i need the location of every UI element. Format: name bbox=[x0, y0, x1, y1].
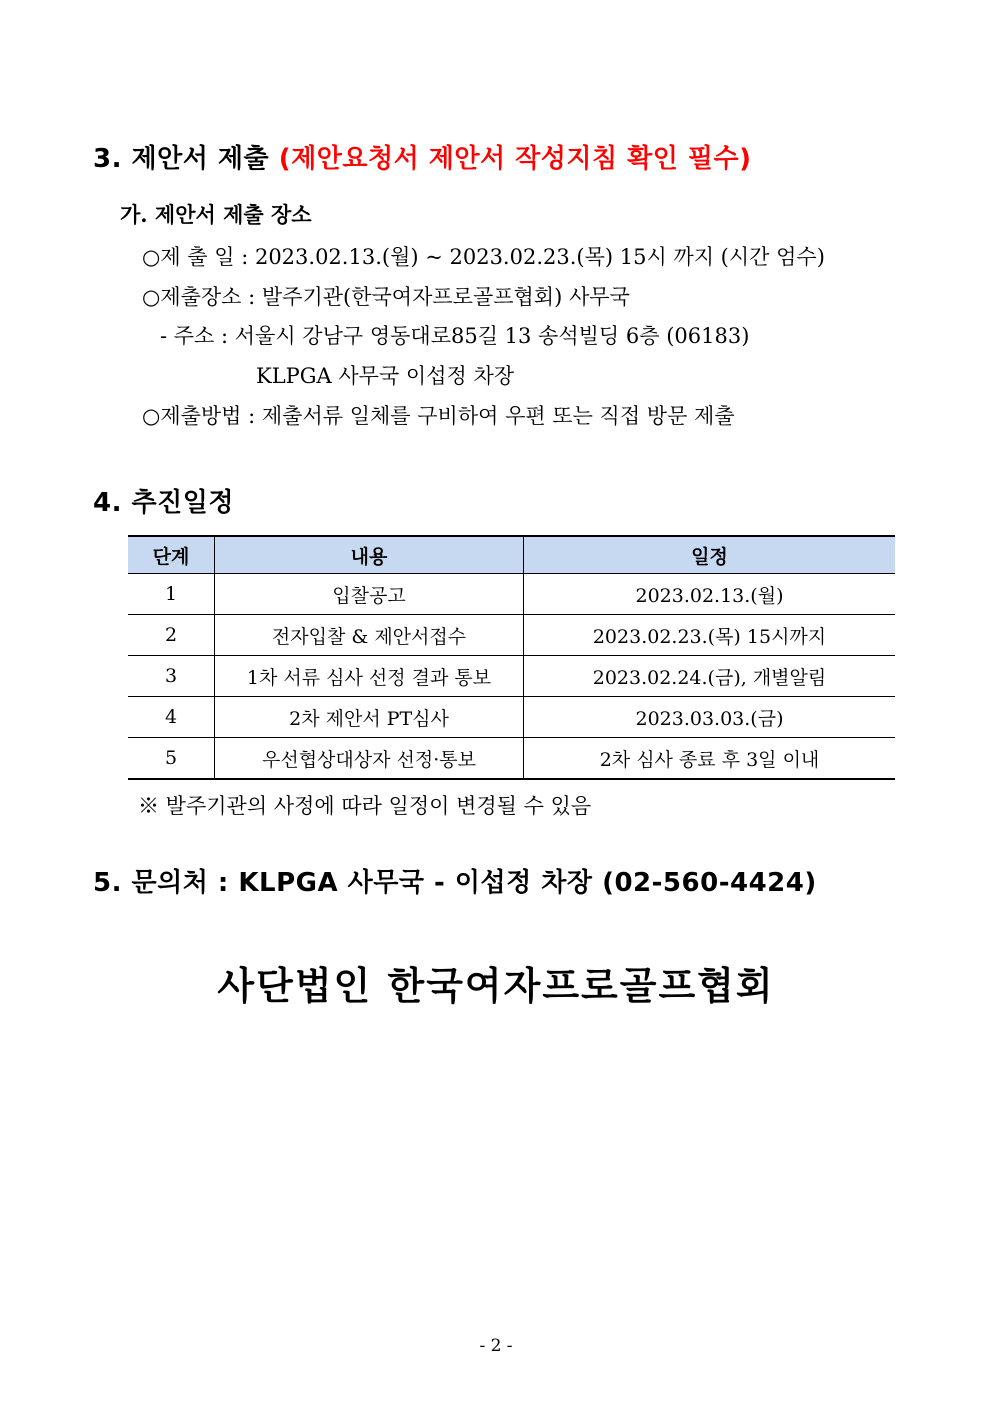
table-row bbox=[128, 615, 895, 656]
schedule-cell: 2차 심사 종료 후 3일 이내 bbox=[524, 738, 896, 780]
step-cell: 2 bbox=[128, 615, 215, 656]
section-3-subheading: 가. 제안서 제출 장소 bbox=[120, 202, 312, 227]
section-3-heading bbox=[93, 138, 752, 175]
section-3-title: 3. 제안서 제출 bbox=[93, 144, 270, 174]
table-row bbox=[128, 697, 895, 738]
table-row bbox=[128, 738, 895, 780]
table-row bbox=[128, 656, 895, 697]
schedule-cell: 2023.02.23.(목) 15시까지 bbox=[524, 615, 896, 656]
table-header-row bbox=[128, 536, 895, 574]
submission-place-line: ○제출장소 : 발주기관(한국여자프로골프협회) 사무국 bbox=[142, 285, 630, 309]
header-step: 단계 bbox=[128, 536, 215, 574]
content-cell: 2차 제안서 PT심사 bbox=[215, 697, 524, 738]
step-cell: 3 bbox=[128, 656, 215, 697]
header-content: 내용 bbox=[215, 536, 524, 574]
content-cell: 우선협상대상자 선정·통보 bbox=[215, 738, 524, 780]
step-cell: 4 bbox=[128, 697, 215, 738]
content-cell: 전자입찰 & 제안서접수 bbox=[215, 615, 524, 656]
step-cell: 5 bbox=[128, 738, 215, 780]
schedule-cell: 2023.02.24.(금), 개별알림 bbox=[524, 656, 896, 697]
table-row bbox=[128, 574, 895, 615]
schedule-footnote: ※ 발주기관의 사정에 따라 일정이 변경될 수 있음 bbox=[138, 794, 592, 818]
section-3-note: (제안요청서 제안서 작성지침 확인 필수) bbox=[278, 144, 752, 174]
schedule-cell: 2023.03.03.(금) bbox=[524, 697, 896, 738]
content-cell: 입찰공고 bbox=[215, 574, 524, 615]
section-4-heading: 4. 추진일정 bbox=[93, 488, 234, 518]
contact-person-line: KLPGA 사무국 이섭정 차장 bbox=[256, 364, 515, 388]
submission-date-line: ○제 출 일 : 2023.02.13.(월) ~ 2023.02.23.(목) 15시 까지 (시간 엄수) bbox=[142, 245, 825, 269]
submission-method-line: ○제출방법 : 제출서류 일체를 구비하여 우편 또는 직접 방문 제출 bbox=[142, 404, 735, 428]
address-line: - 주소 : 서울시 강남구 영동대로85길 13 송석빌딩 6층 (06183) bbox=[160, 324, 750, 348]
step-cell: 1 bbox=[128, 574, 215, 615]
organization-name: 사단법인 한국여자프로골프협회 bbox=[217, 963, 775, 1008]
header-schedule: 일정 bbox=[524, 536, 896, 574]
content-cell: 1차 서류 심사 선정 결과 통보 bbox=[215, 656, 524, 697]
schedule-table bbox=[128, 535, 895, 780]
schedule-cell: 2023.02.13.(월) bbox=[524, 574, 896, 615]
section-5-heading: 5. 문의처 : KLPGA 사무국 - 이섭정 차장 (02-560-4424) bbox=[93, 868, 817, 898]
page-number: - 2 - bbox=[479, 1336, 513, 1356]
